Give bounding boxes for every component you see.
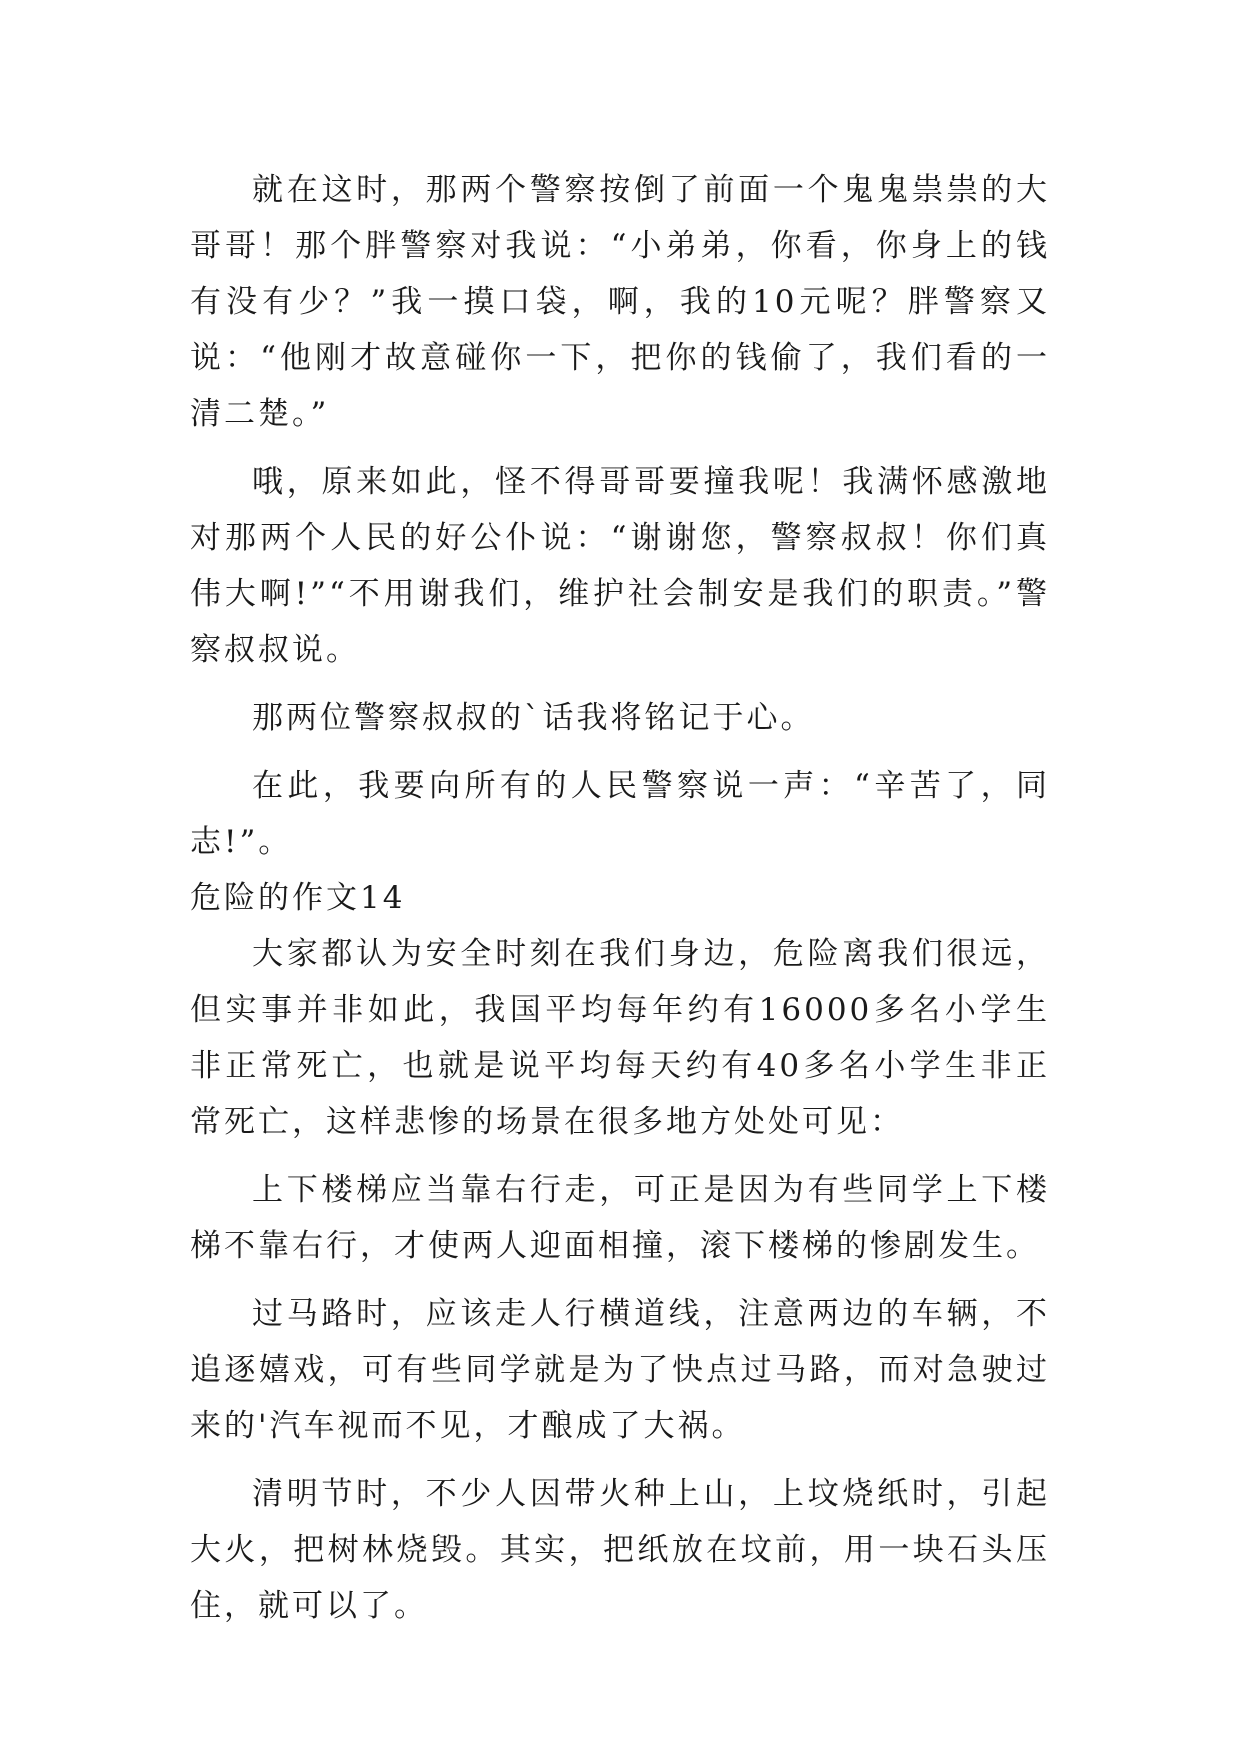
paragraph: 大家都认为安全时刻在我们身边，危险离我们很远，但实事并非如此，我国平均每年约有16000多名小学生非正常死亡，也就是说平均每天约有40多名小学生非正常死亡，这样悲惨的场景在很多地方处处可见： (190, 936, 1050, 1140)
paragraph: 就在这时，那两个警察按倒了前面一个鬼鬼祟祟的大哥哥！那个胖警察对我说：“小弟弟，你看，你身上的钱有没有少？”我一摸口袋，啊，我的10元呢？胖警察又说：“他刚才故意碰你一下，把你的钱偷了，我们看的一清二楚。” (190, 172, 1050, 432)
paragraph: 在此，我要向所有的人民警察说一声：“辛苦了，同志!”。 (190, 768, 1050, 860)
section-title: 危险的作文14 (190, 880, 406, 916)
paragraph: 哦，原来如此，怪不得哥哥要撞我呢！我满怀感激地对那两个人民的好公仆说：“谢谢您，警察叔叔！你们真伟大啊!”“不用谢我们，维护社会制安是我们的职责。”警察叔叔说。 (190, 464, 1050, 668)
paragraph: 上下楼梯应当靠右行走，可正是因为有些同学上下楼梯不靠右行，才使两人迎面相撞，滚下楼梯的惨剧发生。 (190, 1172, 1050, 1264)
document-body (190, 162, 1050, 1634)
paragraph: 清明节时，不少人因带火种上山，上坟烧纸时，引起大火，把树林烧毁。其实，把纸放在坟前，用一块石头压住，就可以了。 (190, 1476, 1050, 1624)
paragraph: 过马路时，应该走人行横道线，注意两边的车辆，不追逐嬉戏，可有些同学就是为了快点过马路，而对急驶过来的'汽车视而不见，才酿成了大祸。 (190, 1296, 1050, 1444)
paragraph: 那两位警察叔叔的`话我将铭记于心。 (252, 700, 815, 736)
